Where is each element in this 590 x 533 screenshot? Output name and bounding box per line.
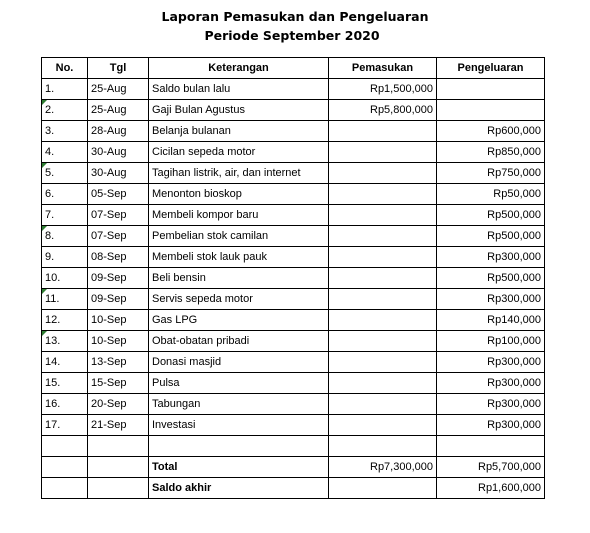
row-pengeluaran: Rp300,000 <box>437 415 545 436</box>
row-date: 15-Sep <box>88 373 149 394</box>
row-pemasukan <box>329 331 437 352</box>
row-no: 10. <box>42 268 88 289</box>
row-pemasukan: Rp5,800,000 <box>329 100 437 121</box>
report-title-block <box>0 7 590 45</box>
row-date: 25-Aug <box>88 79 149 100</box>
total-row <box>42 457 545 478</box>
row-pemasukan <box>329 289 437 310</box>
row-description: Gas LPG <box>149 310 329 331</box>
row-description: Cicilan sepeda motor <box>149 142 329 163</box>
row-pemasukan <box>329 121 437 142</box>
row-description: Tagihan listrik, air, dan internet <box>149 163 329 184</box>
row-description: Saldo bulan lalu <box>149 79 329 100</box>
row-no: 16. <box>42 394 88 415</box>
row-pengeluaran <box>437 79 545 100</box>
empty-cell <box>88 478 149 499</box>
row-date: 09-Sep <box>88 289 149 310</box>
table-row <box>42 163 545 184</box>
row-pemasukan <box>329 163 437 184</box>
ledger-body <box>42 79 545 436</box>
row-no: 9. <box>42 247 88 268</box>
row-no: 14. <box>42 352 88 373</box>
empty-cell <box>42 457 88 478</box>
empty-cell <box>329 436 437 457</box>
empty-row <box>42 436 545 457</box>
row-no: 6. <box>42 184 88 205</box>
row-no: 7. <box>42 205 88 226</box>
table-row <box>42 121 545 142</box>
empty-cell <box>88 436 149 457</box>
empty-cell <box>88 457 149 478</box>
empty-cell <box>42 478 88 499</box>
row-description: Beli bensin <box>149 268 329 289</box>
header-keterangan: Keterangan <box>149 58 329 79</box>
empty-cell <box>149 436 329 457</box>
row-no: 17. <box>42 415 88 436</box>
header-row <box>42 58 545 79</box>
row-pengeluaran: Rp600,000 <box>437 121 545 142</box>
table-row <box>42 415 545 436</box>
row-description: Membeli kompor baru <box>149 205 329 226</box>
row-pengeluaran: Rp300,000 <box>437 289 545 310</box>
row-description: Investasi <box>149 415 329 436</box>
table-row <box>42 373 545 394</box>
table-row <box>42 100 545 121</box>
table-row <box>42 310 545 331</box>
row-pengeluaran: Rp100,000 <box>437 331 545 352</box>
header-pemasukan: Pemasukan <box>329 58 437 79</box>
row-pengeluaran: Rp300,000 <box>437 394 545 415</box>
empty-cell <box>42 436 88 457</box>
row-no: 3. <box>42 121 88 142</box>
saldo-row <box>42 478 545 499</box>
row-date: 07-Sep <box>88 205 149 226</box>
row-pemasukan <box>329 142 437 163</box>
row-pengeluaran: Rp500,000 <box>437 268 545 289</box>
row-pengeluaran: Rp50,000 <box>437 184 545 205</box>
row-description: Belanja bulanan <box>149 121 329 142</box>
report-title: Laporan Pemasukan dan Pengeluaran <box>161 9 429 24</box>
row-description: Pulsa <box>149 373 329 394</box>
row-pemasukan <box>329 394 437 415</box>
total-label: Total <box>149 457 329 478</box>
row-pengeluaran <box>437 100 545 121</box>
row-description: Servis sepeda motor <box>149 289 329 310</box>
table-row <box>42 268 545 289</box>
row-pengeluaran: Rp500,000 <box>437 205 545 226</box>
total-pengeluaran: Rp5,700,000 <box>437 457 545 478</box>
row-pemasukan <box>329 247 437 268</box>
row-pengeluaran: Rp850,000 <box>437 142 545 163</box>
table-row <box>42 331 545 352</box>
row-date: 08-Sep <box>88 247 149 268</box>
row-date: 10-Sep <box>88 331 149 352</box>
row-date: 13-Sep <box>88 352 149 373</box>
table-row <box>42 142 545 163</box>
row-description: Gaji Bulan Agustus <box>149 100 329 121</box>
row-pengeluaran: Rp300,000 <box>437 247 545 268</box>
row-date: 21-Sep <box>88 415 149 436</box>
row-pengeluaran: Rp140,000 <box>437 310 545 331</box>
row-date: 05-Sep <box>88 184 149 205</box>
table-row <box>42 289 545 310</box>
row-date: 20-Sep <box>88 394 149 415</box>
table-row <box>42 79 545 100</box>
row-pemasukan: Rp1,500,000 <box>329 79 437 100</box>
row-pemasukan <box>329 268 437 289</box>
header-tgl: Tgl <box>88 58 149 79</box>
row-no: 15. <box>42 373 88 394</box>
total-pemasukan: Rp7,300,000 <box>329 457 437 478</box>
row-description: Pembelian stok camilan <box>149 226 329 247</box>
header-no: No. <box>42 58 88 79</box>
row-pemasukan <box>329 184 437 205</box>
row-pemasukan <box>329 373 437 394</box>
row-pengeluaran: Rp750,000 <box>437 163 545 184</box>
row-description: Donasi masjid <box>149 352 329 373</box>
row-pemasukan <box>329 205 437 226</box>
row-date: 30-Aug <box>88 163 149 184</box>
row-pemasukan <box>329 352 437 373</box>
row-no: 12. <box>42 310 88 331</box>
row-no: 4. <box>42 142 88 163</box>
row-pemasukan <box>329 310 437 331</box>
saldo-label: Saldo akhir <box>149 478 329 499</box>
row-no: 13. <box>42 331 88 352</box>
table-row <box>42 226 545 247</box>
saldo-value: Rp1,600,000 <box>437 478 545 499</box>
row-pemasukan <box>329 226 437 247</box>
row-date: 10-Sep <box>88 310 149 331</box>
row-date: 07-Sep <box>88 226 149 247</box>
row-date: 28-Aug <box>88 121 149 142</box>
row-description: Tabungan <box>149 394 329 415</box>
row-no: 1. <box>42 79 88 100</box>
table-row <box>42 352 545 373</box>
row-no: 5. <box>42 163 88 184</box>
row-description: Menonton bioskop <box>149 184 329 205</box>
row-no: 11. <box>42 289 88 310</box>
empty-cell <box>437 436 545 457</box>
header-pengeluaran: Pengeluaran <box>437 58 545 79</box>
row-description: Obat-obatan pribadi <box>149 331 329 352</box>
empty-cell <box>329 478 437 499</box>
table-row <box>42 247 545 268</box>
table-row <box>42 394 545 415</box>
table-row <box>42 205 545 226</box>
ledger-table <box>41 57 545 499</box>
report-period: Periode September 2020 <box>204 28 380 43</box>
row-description: Membeli stok lauk pauk <box>149 247 329 268</box>
row-date: 09-Sep <box>88 268 149 289</box>
table-row <box>42 184 545 205</box>
row-date: 25-Aug <box>88 100 149 121</box>
row-date: 30-Aug <box>88 142 149 163</box>
row-pengeluaran: Rp300,000 <box>437 352 545 373</box>
row-no: 2. <box>42 100 88 121</box>
row-no: 8. <box>42 226 88 247</box>
row-pengeluaran: Rp500,000 <box>437 226 545 247</box>
row-pemasukan <box>329 415 437 436</box>
row-pengeluaran: Rp300,000 <box>437 373 545 394</box>
